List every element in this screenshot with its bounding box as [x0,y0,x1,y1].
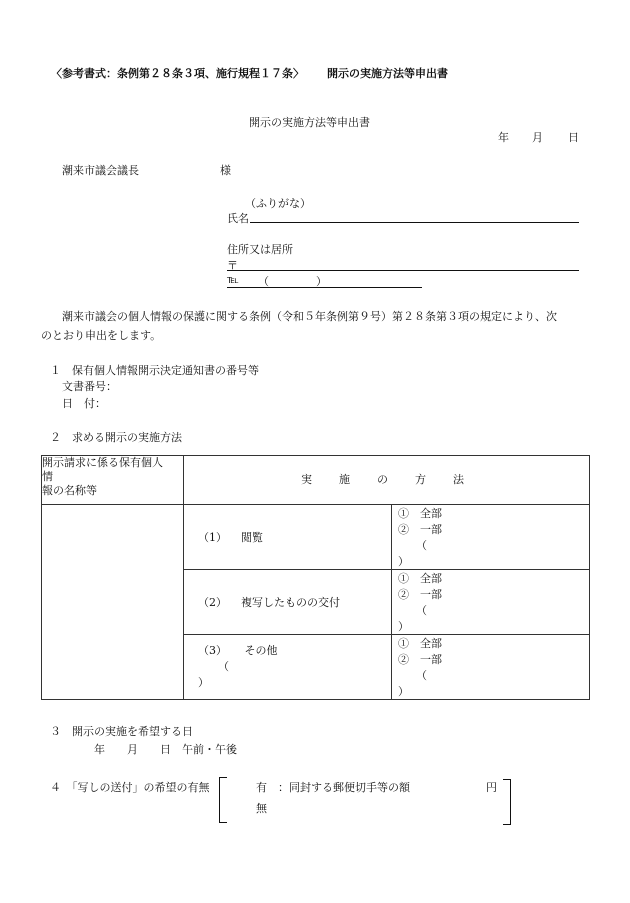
date-day: 日 [568,131,579,144]
tel-underline[interactable] [227,287,422,288]
address-underline[interactable] [227,270,579,271]
postal-mark: 〒 [227,259,238,272]
table-row [42,505,590,570]
option-part[interactable]: ② 一部 [398,588,442,601]
method-num: （2） [198,596,227,609]
name-label: 氏名 [227,212,249,225]
intro-line-2: のとおり申出をします。 [41,329,162,342]
option-all[interactable]: ① 全部 [398,507,442,520]
method-label: その他 [244,644,278,657]
option-paren-open: （ [416,604,427,617]
option-cell[interactable] [392,570,590,635]
method-table [41,455,590,700]
method-copy-cell [184,570,392,635]
option-yes[interactable]: 有 ：同封する郵便切手等の額 [256,781,410,794]
info-name-header-line1: 開示請求に係る保有個人 [42,456,163,469]
option-paren-open: （ [416,669,427,682]
yen-label: 円 [486,781,497,794]
notice-date-label: 日 付： [62,397,106,410]
method-label: 閲覧 [241,531,263,544]
option-paren-close: ） [398,555,409,568]
option-all[interactable]: ① 全部 [398,572,442,585]
section3-heading: ３ 開示の実施を希望する日 [50,725,193,738]
tel-paren-close: ） [316,275,327,288]
left-bracket [219,777,227,823]
method-header: 実 施 の 方 法 [184,456,590,505]
addressee-honorific: 様 [220,164,231,177]
doc-number-label: 文書番号： [62,380,117,393]
name-underline[interactable] [250,222,579,223]
tel-paren-open: （ [258,275,269,288]
info-name-header [42,456,184,505]
section1-heading: １ 保有個人情報開示決定通知書の番号等 [50,364,259,377]
doc-title: 開示の実施方法等申出書 [249,116,370,129]
method-other-cell[interactable] [184,635,392,700]
preferred-date[interactable]: 年 月 日 午前・午後 [94,743,237,756]
option-paren-close: ） [398,620,409,633]
addressee-name: 潮来市議会議長 [62,164,139,177]
method-view-cell [184,505,392,570]
date-year: 年 [498,131,509,144]
table-header-row [42,456,590,505]
info-name-header-line3: 報の名称等 [42,484,97,497]
option-paren-open: （ [416,539,427,552]
info-name-header-line2: 情 [42,470,53,483]
option-paren-close: ） [398,685,409,698]
option-part[interactable]: ② 一部 [398,523,442,536]
reference-note: 〈参考書式：条例第２８条３項、施行規程１７条〉 [51,67,304,80]
date-month: 月 [532,131,543,144]
option-all[interactable]: ① 全部 [398,637,442,650]
tel-label: ℡ [227,273,239,286]
option-part[interactable]: ② 一部 [398,653,442,666]
section2-heading: ２ 求める開示の実施方法 [50,431,182,444]
furigana-label: （ふりがな） [245,197,311,210]
right-bracket [503,779,511,825]
method-num: （1） [198,531,227,544]
address-label: 住所又は居所 [227,243,293,256]
info-name-cell[interactable] [42,505,184,700]
header-title: 開示の実施方法等申出書 [327,67,448,80]
option-cell[interactable] [392,635,590,700]
other-paren-close: ） [198,676,209,689]
method-label: 複写したものの交付 [241,596,340,609]
other-paren-open: （ [218,660,229,673]
section4-heading: ４ 「写しの送付」の希望の有無 [50,781,210,794]
method-num: （3） [198,644,227,657]
option-no[interactable]: 無 [256,802,267,815]
intro-line-1: 潮来市議会の個人情報の保護に関する条例（令和５年条例第９号）第２８条第３項の規定により、次 [62,310,557,323]
option-cell[interactable] [392,505,590,570]
